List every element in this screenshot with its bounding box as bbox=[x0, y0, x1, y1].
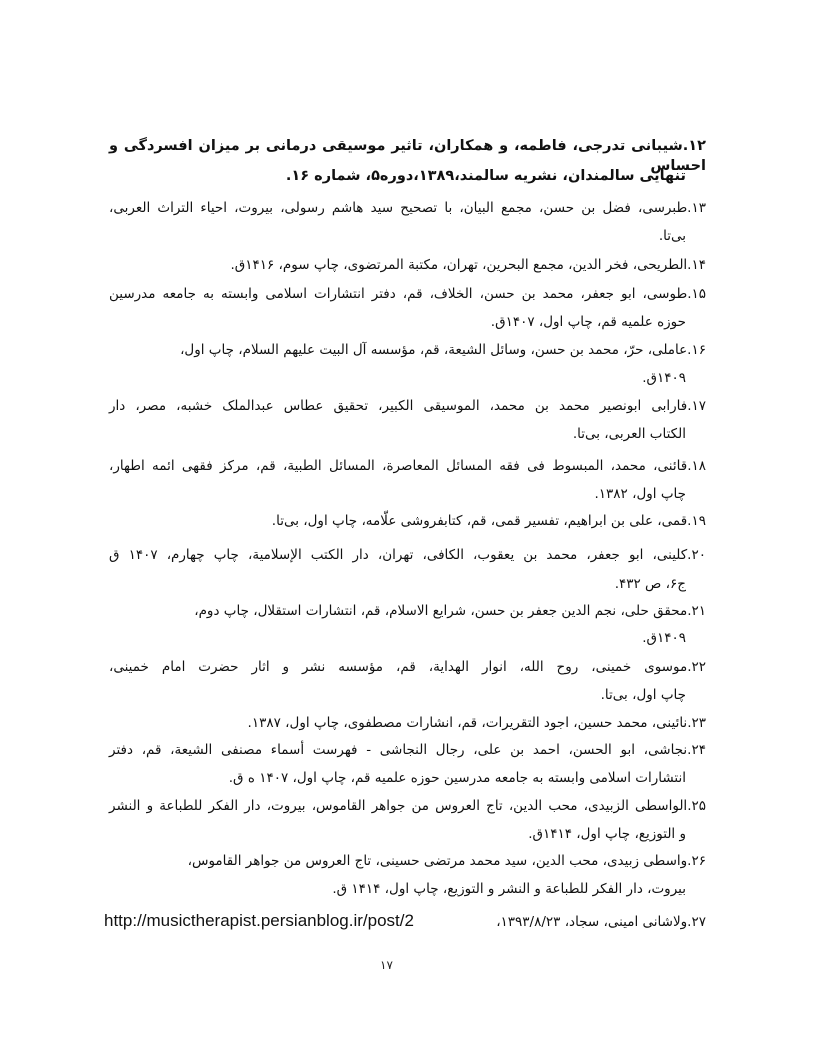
reference-22-line-1: ۲۲.موسوی خمینی، روح الله، انوار الهدایة، قم، مؤسسه نشر و اثار حضرت امام خمینی، bbox=[109, 659, 706, 675]
reference-17-line-2: الکتاب العربی، بی‌تا. bbox=[572, 426, 686, 442]
reference-13-line-1: ۱۳.طبرسی، فضل بن حسن، مجمع البیان، با تصحیح سید هاشم رسولی، بیروت، احیاء التراث العربی، bbox=[109, 200, 706, 216]
reference-26-line-1: ۲۶.واسطی زبیدی، محب الدین، سید محمد مرتضی حسینی، تاج العروس من جواهر القاموس، bbox=[187, 853, 706, 869]
reference-24-line-2: انتشارات اسلامی وابسته به جامعه مدرسین حوزه علمیه قم، چاپ اول، ۱۴۰۷ ه ق. bbox=[228, 770, 686, 786]
reference-22-line-2: چاپ اول، بی‌تا. bbox=[600, 687, 686, 703]
reference-15-line-2: حوزه علمیه قم، چاپ اول، ۱۴۰۷ق. bbox=[490, 314, 686, 330]
reference-20-line-1: ۲۰.کلینی، ابو جعفر، محمد بن یعقوب، الکافی، تهران، دار الکتب الإسلامیة، چاپ چهارم، ۱۴۰۷ ق bbox=[109, 547, 706, 563]
reference-17-line-1: ۱۷.فارابی ابونصیر محمد بن محمد، الموسیقی الکبیر، تحقیق عطاس عبدالملک خشبه، مصر، دار bbox=[109, 398, 706, 414]
reference-18-line-2: چاپ اول، ۱۳۸۲. bbox=[594, 486, 686, 502]
reference-25-line-2: و التوزیع، چاپ اول، ۱۴۱۴ق. bbox=[528, 826, 686, 842]
reference-12-line-1: ۱۲.شیبانی تدرجی، فاطمه، و همکاران، تاثیر موسیقی درمانی بر میزان افسردگی و احساس bbox=[109, 138, 706, 174]
reference-16-line-1: ۱۶.عاملی، حرّ، محمد بن حسن، وسائل الشیعة، قم، مؤسسه آل البیت علیهم السلام، چاپ اول، bbox=[180, 342, 706, 358]
reference-19-line-1: ۱۹.قمی، علی بن ابراهیم، تفسیر قمی، قم، کتابفروشی علّامه، چاپ اول، بی‌تا. bbox=[271, 513, 706, 529]
reference-14-line-1: ۱۴.الطریحی، فخر الدین، مجمع البحرین، تهران، مکتبة المرتضوی، چاپ سوم، ۱۴۱۶ق. bbox=[230, 257, 706, 273]
reference-18-line-1: ۱۸.قائنی، محمد، المبسوط فی فقه المسائل المعاصرة، المسائل الطبیة، قم، مرکز فقهی ائمه اطهار، bbox=[109, 458, 706, 474]
reference-27-url-link[interactable]: http://musictherapist.persianblog.ir/post/2 bbox=[104, 911, 414, 930]
reference-27-line-1: ۲۷.ولاشانی امینی، سجاد، ۱۳۹۳/۸/۲۳، bbox=[496, 914, 706, 930]
reference-26-line-2: بیروت، دار الفکر للطباعة و النشر و التوزیع، چاپ اول، ۱۴۱۴ ق. bbox=[332, 881, 686, 897]
reference-21-line-1: ۲۱.محقق حلی، نجم الدین جعفر بن حسن، شرایع الاسلام، قم، انتشارات استقلال، چاپ دوم، bbox=[194, 603, 706, 619]
reference-20-line-2: ج۶، ص ۴۳۲. bbox=[614, 576, 686, 592]
reference-13-line-2: بی‌تا. bbox=[658, 228, 686, 244]
reference-23-line-1: ۲۳.نائینی، محمد حسین، اجود التقریرات، قم، انشارات مصطفوی، چاپ اول، ۱۳۸۷. bbox=[247, 715, 706, 731]
reference-24-line-1: ۲۴.نجاشی، ابو الحسن، احمد بن علی، رجال النجاشی - فهرست أسماء مصنفی الشیعة، قم، دفتر bbox=[109, 742, 706, 758]
reference-21-line-2: ۱۴۰۹ق. bbox=[642, 630, 686, 646]
reference-16-line-2: ۱۴۰۹ق. bbox=[642, 370, 686, 386]
reference-15-line-1: ۱۵.طوسی، ابو جعفر، محمد بن حسن، الخلاف، قم، دفتر انتشارات اسلامی وابسته به جامعه مدرسین bbox=[109, 286, 706, 302]
reference-12-line-2: تنهایی سالمندان، نشریه سالمند،۱۳۸۹،دوره۵، شماره ۱۶. bbox=[285, 168, 686, 184]
page-number: ۱۷ bbox=[380, 958, 393, 972]
reference-25-line-1: ۲۵.الواسطی الزبیدی، محب الدین، تاج العروس من جواهر القاموس، بیروت، دار الفکر للطباعة و النشر bbox=[109, 798, 706, 814]
